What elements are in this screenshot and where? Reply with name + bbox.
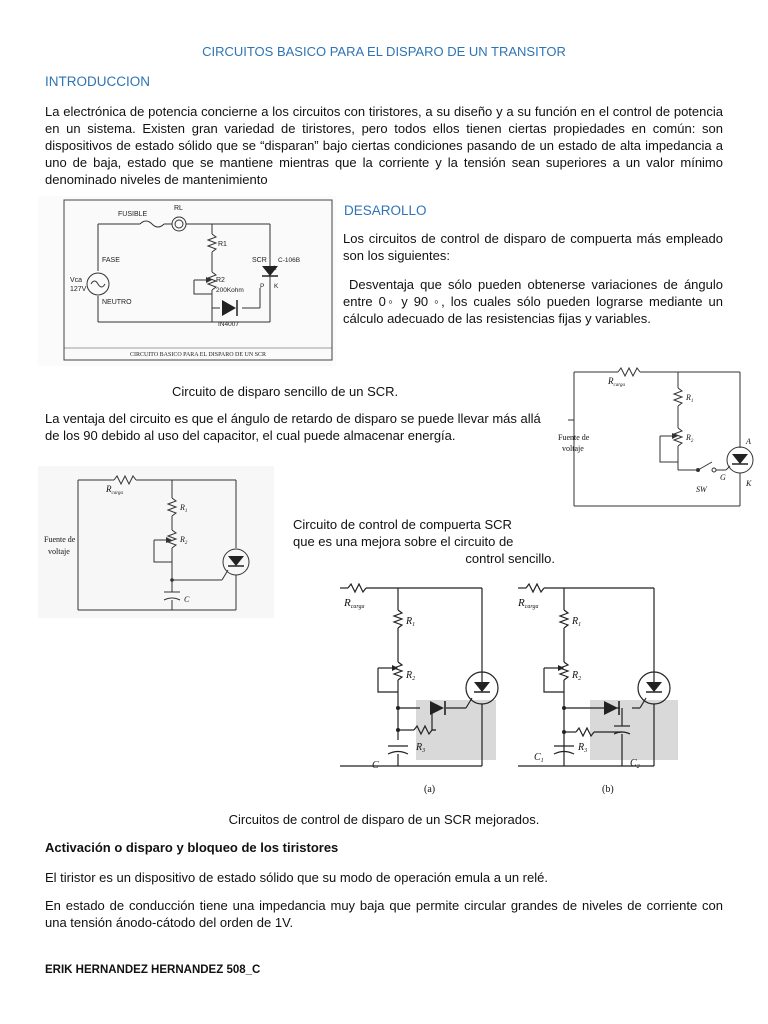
label-b-c1: $C_1$: [534, 752, 544, 764]
label-fuente-line2: voltaje: [562, 444, 584, 453]
label-anode: A: [272, 265, 277, 272]
label-b-r2: $R_2$: [572, 670, 582, 682]
figure-simple-trigger-circuit: [548, 364, 760, 516]
caption-gate-line2: que es una mejora sobre el circuito de: [293, 534, 514, 549]
caption-simple-circuit: Circuito de disparo sencillo de un SCR.: [172, 384, 399, 399]
label-r2-value: 200Kohm: [216, 287, 244, 294]
footer-author: ERIK HERNANDEZ HERNANDEZ 508_C: [45, 964, 261, 976]
label-a-capacitor: C: [372, 760, 379, 771]
activation-paragraph-2: En estado de conducción tiene una impedancia muy baja que permite circular grandes de niveles de corriente con una tensión ánodo-cátodo del orden de 1V.: [45, 898, 723, 930]
label-fuente-line2: voltaje: [48, 547, 70, 556]
label-a-r3: $R_3$: [416, 742, 426, 754]
intro-paragraph: La electrónica de potencia concierne a los circuitos con tiristores, a su diseño y a su función en el control de potencia en un sistema. Existen gran variedad de tiristores, pero todos ellos tienen ciertas propiedades en común: son dispositivos de estado sólido que se “disparan” bajo ciertas condiciones pasando de un estado de alta impedancia a uno de baja, estado que se mantiene mientras que la corriente y la tensión sean superiores a un valor mínimo denominado niveles de mantenimiento: [45, 104, 723, 187]
label-b-c2: $C_2$: [630, 758, 640, 770]
activation-heading: Activación o disparo y bloqueo de los tiristores: [45, 840, 339, 855]
label-scr-part: C-106B: [278, 257, 301, 264]
label-figure-b: (b): [602, 784, 614, 795]
label-anode: A: [746, 437, 751, 446]
label-vca: Vca: [70, 277, 83, 284]
advantage-paragraph: La ventaja del circuito es que el ángulo de retardo de disparo se puede llevar más allá de los 90 debido al uso del capacitor, el cual puede almacenar energía.: [45, 411, 541, 443]
intro-heading: INTRODUCCION: [45, 74, 150, 89]
label-neutro: NEUTRO: [102, 299, 132, 306]
label-b-r3: $R_3$: [578, 742, 588, 754]
label-b-rcarga: Rcarga: [518, 597, 539, 610]
label-figure-a: (a): [424, 784, 436, 795]
development-paragraph-2: Desventaja que sólo pueden obtenerse variaciones de ángulo entre 0◦ y 90 ◦, los cuales sólo pueden lograrse mediante un cálculo adecuado de las resistencias fijas y variables.: [343, 277, 723, 326]
label-a-r2: $R_2$: [406, 670, 416, 682]
label-r1: $R_1$: [180, 503, 188, 514]
label-scr: SCR: [252, 257, 267, 264]
label-rcarga: $R_{carga}$: [106, 484, 123, 496]
activation-paragraph-1: El tiristor es un dispositivo de estado sólido que su modo de operación emula a un relé.: [45, 870, 548, 885]
caption-improved-circuits: Circuitos de control de disparo de un SCR mejorados.: [228, 812, 540, 827]
label-switch: SW: [696, 485, 707, 494]
label-r2: $R_2$: [180, 535, 188, 546]
label-a-rcarga: Rcarga: [344, 597, 365, 610]
label-fuente-line1: Fuente de: [44, 535, 76, 544]
label-b-r1: $R_1$: [572, 616, 582, 628]
figure-capacitor-trigger-circuit: [38, 466, 274, 618]
development-paragraph-1: Los circuitos de control de disparo de compuerta más empleado son los siguientes:: [343, 231, 723, 263]
label-127v: 127V: [70, 286, 87, 293]
label-rcarga: $R_{carga}$: [608, 376, 625, 388]
caption-gate-control: [293, 516, 555, 567]
label-cathode: K: [274, 283, 279, 290]
label-r2: $R_2$: [686, 433, 694, 444]
label-a-r1: $R_1$: [406, 616, 416, 628]
label-gate: G: [720, 473, 726, 482]
caption-gate-line3: control sencillo.: [465, 551, 555, 566]
label-capacitor: C: [184, 595, 190, 604]
label-diode: IN4007: [218, 321, 239, 328]
label-rl: RL: [174, 205, 183, 212]
label-r1: R1: [218, 241, 227, 248]
label-fase: FASE: [102, 257, 120, 264]
development-heading: DESAROLLO: [344, 203, 427, 218]
label-fuente-line1: Fuente de: [558, 433, 590, 442]
label-gate: P: [260, 283, 265, 290]
label-cathode: K: [746, 479, 752, 488]
figure-improved-circuits: [332, 574, 688, 802]
label-fusible: FUSIBLE: [118, 211, 148, 218]
figure-basic-scr-circuit: [38, 196, 336, 366]
document-title: CIRCUITOS BASICO PARA EL DISPARO DE UN TRANSITOR: [202, 44, 566, 59]
label-r2: R2: [216, 277, 225, 284]
caption-gate-line1: Circuito de control de compuerta SCR: [293, 517, 512, 532]
label-r1: $R_1$: [686, 393, 694, 404]
figure-caption: CIRCUITO BASICO PARA EL DISPARO DE UN SCR: [129, 352, 267, 358]
